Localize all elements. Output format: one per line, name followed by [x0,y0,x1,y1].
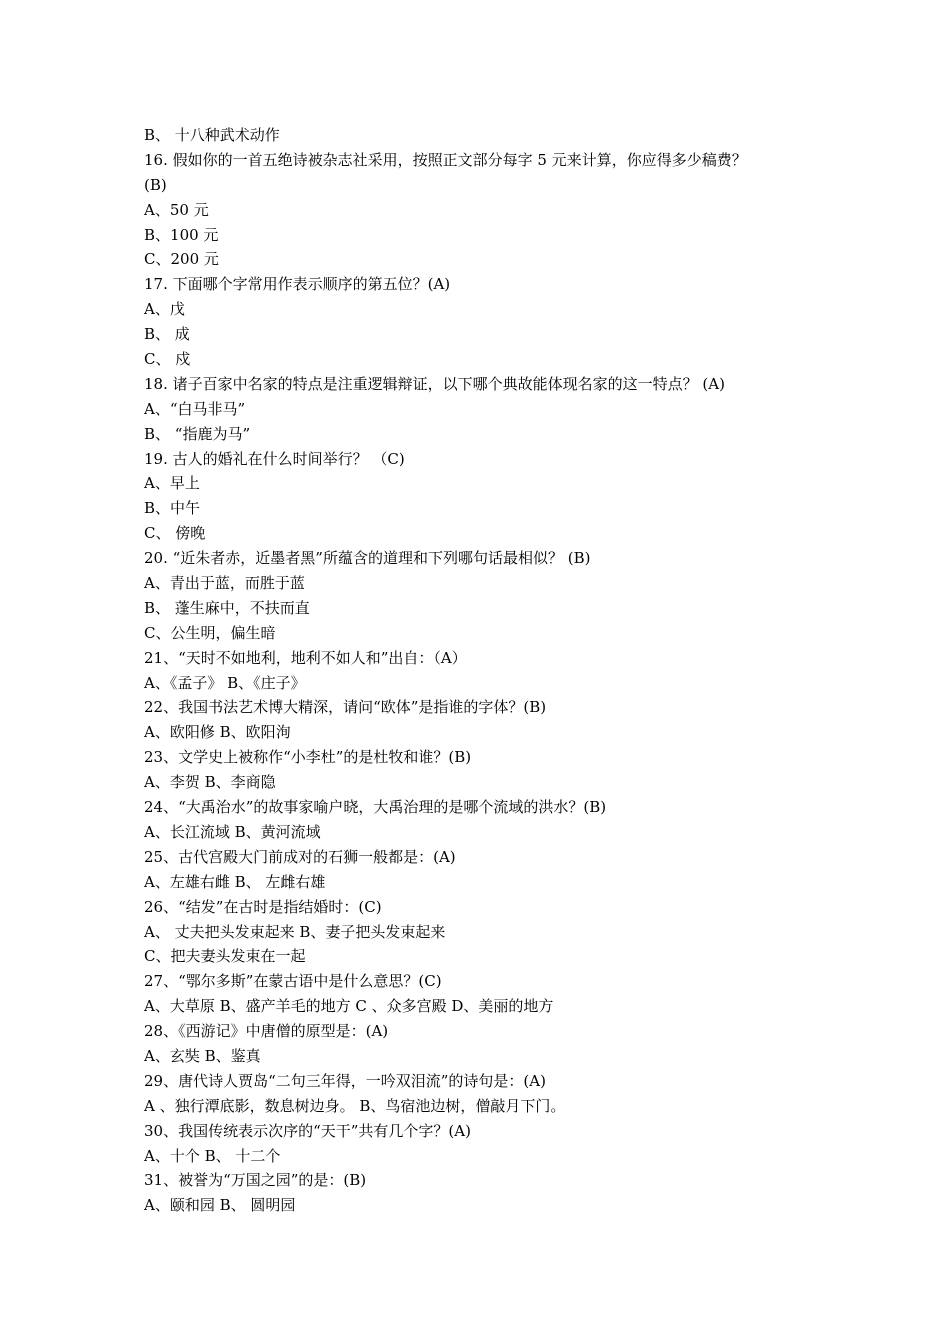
option-line: A、玄奘 B、鉴真 [144,1046,261,1065]
option-line: A、大草原 B、盛产羊毛的地方 C 、众多宫殿 D、美丽的地方 [144,997,554,1016]
option-line: A、李贺 B、李商隐 [144,773,276,792]
text-line: B、 十八种武术动作 [144,126,280,144]
question-23: 23、文学史上被称作“小李杜”的是杜牧和谁？(B) [144,748,472,767]
option-line: A、长江流域 B、黄河流域 [144,822,321,841]
question-26: 26、“结发”在古时是指结婚时：(C) [144,897,382,916]
option-line: A、戊 [144,300,185,319]
option-line: B、 蓬生麻中，不扶而直 [144,598,310,617]
question-22: 22、我国书法艺术博大精深，请问“欧体”是指谁的字体？(B) [144,698,547,717]
question-25: 25、古代宫殿大门前成对的石狮一般都是：(A) [144,847,456,866]
option-line: A、十个 B、 十二个 [144,1146,281,1165]
option-line: A、早上 [144,474,200,493]
question-16: 16. 假如你的一首五绝诗被杂志社采用，按照正文部分每字 5 元来计算，你应得多少稿费？ [144,150,747,169]
question-19: 19. 古人的婚礼在什么时间举行？ （C) [144,449,405,468]
option-line: C、把夫妻头发束在一起 [144,947,306,966]
question-20: 20. “近朱者赤，近墨者黑”所蕴含的道理和下列哪句话最相似？ (B) [144,549,591,568]
question-18: 18. 诸子百家中名家的特点是注重逻辑辩证，以下哪个典故能体现名家的这一特点？ (A) [144,374,725,393]
option-line: A、 丈夫把头发束起来 B、妻子把头发束起来 [144,922,446,941]
option-line: B、 “指鹿为马” [144,424,251,443]
option-line: A、欧阳修 B、欧阳洵 [144,723,291,742]
question-21: 21、“天时不如地利，地利不如人和”出自：（A） [144,648,467,667]
option-line: A、“白马非马” [144,399,246,418]
option-line: C、公生明，偏生暗 [144,623,276,642]
option-line: A、50 元 [144,200,209,219]
question-17: 17. 下面哪个字常用作表示顺序的第五位？(A) [144,275,451,294]
option-line: B、100 元 [144,225,219,244]
option-line: B、中午 [144,499,201,518]
question-27: 27、“鄂尔多斯”在蒙古语中是什么意思？(C) [144,972,442,991]
option-line: A、青出于蓝，而胜于蓝 [144,574,305,593]
option-line: A 、独行潭底影，数息树边身。 B、鸟宿池边树，僧敲月下门。 [144,1096,566,1115]
option-line: A、颐和园 B、 圆明园 [144,1196,296,1215]
question-30: 30、我国传统表示次序的“天干”共有几个字？(A) [144,1121,471,1140]
question-29: 29、唐代诗人贾岛“二句三年得，一吟双泪流”的诗句是：(A) [144,1071,546,1090]
answer-key: (B) [144,175,167,194]
option-line: C、 戍 [144,350,191,369]
option-line: A、《孟子》 B、《庄子》 [144,673,306,692]
question-28: 28、《西游记》中唐僧的原型是：(A) [144,1022,389,1041]
question-24: 24、“大禹治水”的故事家喻户晓，大禹治理的是哪个流域的洪水？(B) [144,798,607,817]
option-line: B、 成 [144,325,190,344]
option-line: C、200 元 [144,250,219,269]
option-line: A、左雄右雌 B、 左雌右雄 [144,872,326,891]
question-31: 31、被誉为“万国之园”的是：(B) [144,1171,367,1190]
option-line: C、 傍晚 [144,524,206,543]
